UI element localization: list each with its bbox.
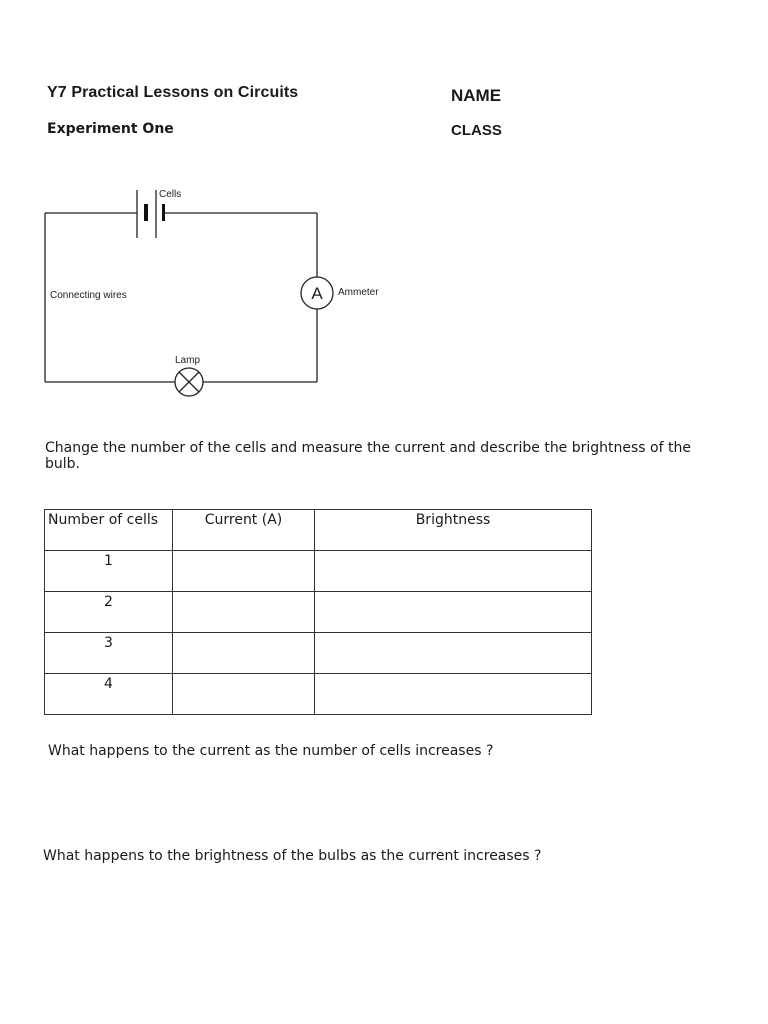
class-label: CLASS xyxy=(451,122,502,139)
cell-current[interactable] xyxy=(173,592,315,633)
header-brightness: Brightness xyxy=(315,510,592,551)
cell-brightness[interactable] xyxy=(315,551,592,592)
ammeter-label: Ammeter xyxy=(338,287,379,298)
circuit-diagram xyxy=(0,0,768,420)
connecting-wires-label: Connecting wires xyxy=(50,290,127,301)
worksheet-title: Y7 Practical Lessons on Circuits xyxy=(47,84,299,101)
cell-brightness[interactable] xyxy=(315,592,592,633)
table-row xyxy=(45,633,592,674)
table-row xyxy=(45,551,592,592)
instruction-text: Change the number of the cells and measure the current and describe the brightness of the bulb. xyxy=(45,440,691,472)
cells-label: Cells xyxy=(159,189,182,200)
cell-number: 4 xyxy=(45,674,173,715)
cell-brightness[interactable] xyxy=(315,633,592,674)
table-row xyxy=(45,674,592,715)
question-brightness: What happens to the brightness of the bulbs as the current increases ? xyxy=(43,848,542,864)
cell-number: 1 xyxy=(45,551,173,592)
header-number-of-cells: Number of cells xyxy=(45,510,173,551)
name-label: NAME xyxy=(451,86,502,105)
cell-current[interactable] xyxy=(173,633,315,674)
results-table xyxy=(44,509,592,715)
experiment-title: Experiment One xyxy=(47,121,174,137)
cell-current[interactable] xyxy=(173,551,315,592)
cell-number: 2 xyxy=(45,592,173,633)
cell-number: 3 xyxy=(45,633,173,674)
table-header-row xyxy=(45,510,592,551)
cell-current[interactable] xyxy=(173,674,315,715)
lamp-symbol xyxy=(175,368,203,396)
header-current: Current (A) xyxy=(173,510,315,551)
lamp-label: Lamp xyxy=(175,355,201,366)
cell-brightness[interactable] xyxy=(315,674,592,715)
ammeter-symbol-letter: A xyxy=(311,284,323,303)
table-row xyxy=(45,592,592,633)
question-current: What happens to the current as the number of cells increases ? xyxy=(48,743,494,759)
